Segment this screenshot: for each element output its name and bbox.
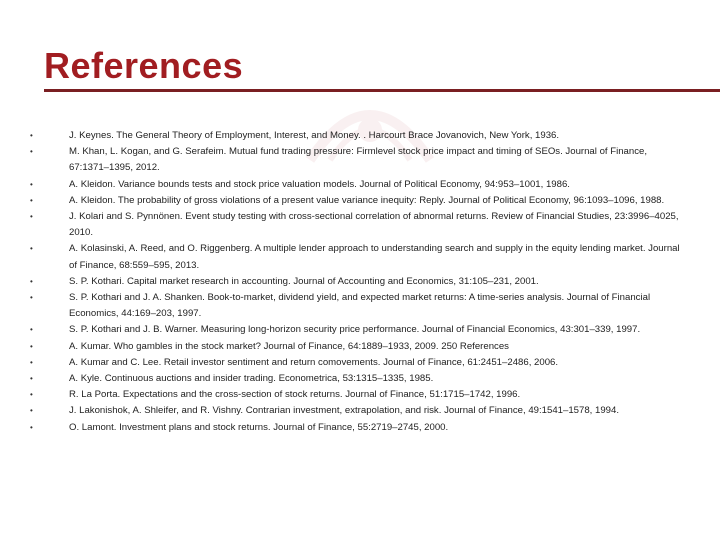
list-item bbox=[30, 322, 680, 338]
list-item bbox=[30, 290, 680, 322]
reference-text: O. Lamont. Investment plans and stock returns. Journal of Finance, 55:2719–2745, 2000. bbox=[69, 421, 449, 433]
reference-text: A. Kleidon. Variance bounds tests and stock price valuation models. Journal of Political Economy, 94:953–1001, 1986. bbox=[69, 178, 570, 190]
reference-text: A. Kyle. Continuous auctions and insider trading. Econometrica, 53:1315–1335, 1985. bbox=[69, 373, 434, 385]
reference-text: J. Keynes. The General Theory of Employment, Interest, and Money. . Harcourt Brace Jovanovich, New York, 1936. bbox=[69, 130, 560, 141]
list-item bbox=[30, 144, 680, 176]
bullet: • bbox=[30, 244, 33, 254]
reference-text: A. Kumar and C. Lee. Retail investor sentiment and return comovements. Journal of Finance, 61:2451–2486, 2006. bbox=[69, 356, 559, 368]
bullet: • bbox=[30, 147, 33, 157]
list-item bbox=[30, 420, 680, 436]
reference-text: A. Kumar. Who gambles in the stock market? Journal of Finance, 64:1889–1933, 2009. 250 References bbox=[69, 340, 509, 352]
reference-text: J. Lakonishok, A. Shleifer, and R. Vishny. Contrarian investment, extrapolation, and risk. Journal of Finance, 49:1541–1578, 1994. bbox=[69, 405, 620, 417]
list-item bbox=[30, 209, 680, 241]
reference-text: S. P. Kothari and J. B. Warner. Measuring long-horizon security price performance. Journal of Financial Economics, 43:301–339, 1997. bbox=[69, 324, 641, 336]
list-item bbox=[30, 193, 680, 209]
bullet: • bbox=[30, 131, 33, 140]
page-title: References bbox=[44, 45, 244, 86]
bullet: • bbox=[30, 276, 33, 286]
reference-text: S. P. Kothari and J. A. Shanken. Book-to-market, dividend yield, and expected market returns: A time-series analysis. Journal of Financial Economics, 44:169–203, 1997. bbox=[69, 292, 651, 320]
bullet: • bbox=[30, 179, 33, 189]
list-item bbox=[30, 355, 680, 371]
reference-text: R. La Porta. Expectations and the cross-section of stock returns. Journal of Finance, 51:1715–1742, 1996. bbox=[69, 389, 521, 401]
reference-text: S. P. Kothari. Capital market research in accounting. Journal of Accounting and Economics, 31:105–231, 2001. bbox=[69, 275, 539, 287]
list-item bbox=[30, 241, 680, 273]
bullet: • bbox=[30, 325, 33, 335]
bullet: • bbox=[30, 390, 33, 400]
reference-text: J. Kolari and S. Pynnönen. Event study testing with cross-sectional correlation of abnormal returns. Review of Financial Studies, 23:3996–4025, 2010. bbox=[69, 211, 679, 239]
bullet: • bbox=[30, 374, 33, 384]
list-item bbox=[30, 339, 680, 355]
list-item bbox=[30, 371, 680, 387]
list-item bbox=[30, 403, 680, 419]
bullet: • bbox=[30, 406, 33, 416]
list-item bbox=[30, 128, 680, 144]
title-divider bbox=[44, 89, 720, 92]
bullet: • bbox=[30, 422, 33, 432]
bullet: • bbox=[30, 212, 33, 222]
list-item bbox=[30, 387, 680, 403]
bullet: • bbox=[30, 293, 33, 303]
reference-text: A. Kolasinski, A. Reed, and O. Riggenberg. A multiple lender approach to understanding search and supply in the equity lending market. Journal of Finance, 68:559–595, 2013. bbox=[69, 243, 680, 271]
bullet: • bbox=[30, 357, 33, 367]
list-item bbox=[30, 274, 680, 290]
list-item bbox=[30, 177, 680, 193]
reference-text: M. Khan, L. Kogan, and G. Serafeim. Mutual fund trading pressure: Firmlevel stock price impact and timing of SEOs. Journal of Finance, 67:1371–1395, 2012. bbox=[69, 146, 648, 174]
bullet: • bbox=[30, 341, 33, 351]
reference-list bbox=[30, 128, 680, 436]
bullet: • bbox=[30, 195, 33, 205]
reference-text: A. Kleidon. The probability of gross violations of a present value variance inequity: Reply. Journal of Political Economy, 96:1093–1096, 1988. bbox=[69, 194, 665, 206]
